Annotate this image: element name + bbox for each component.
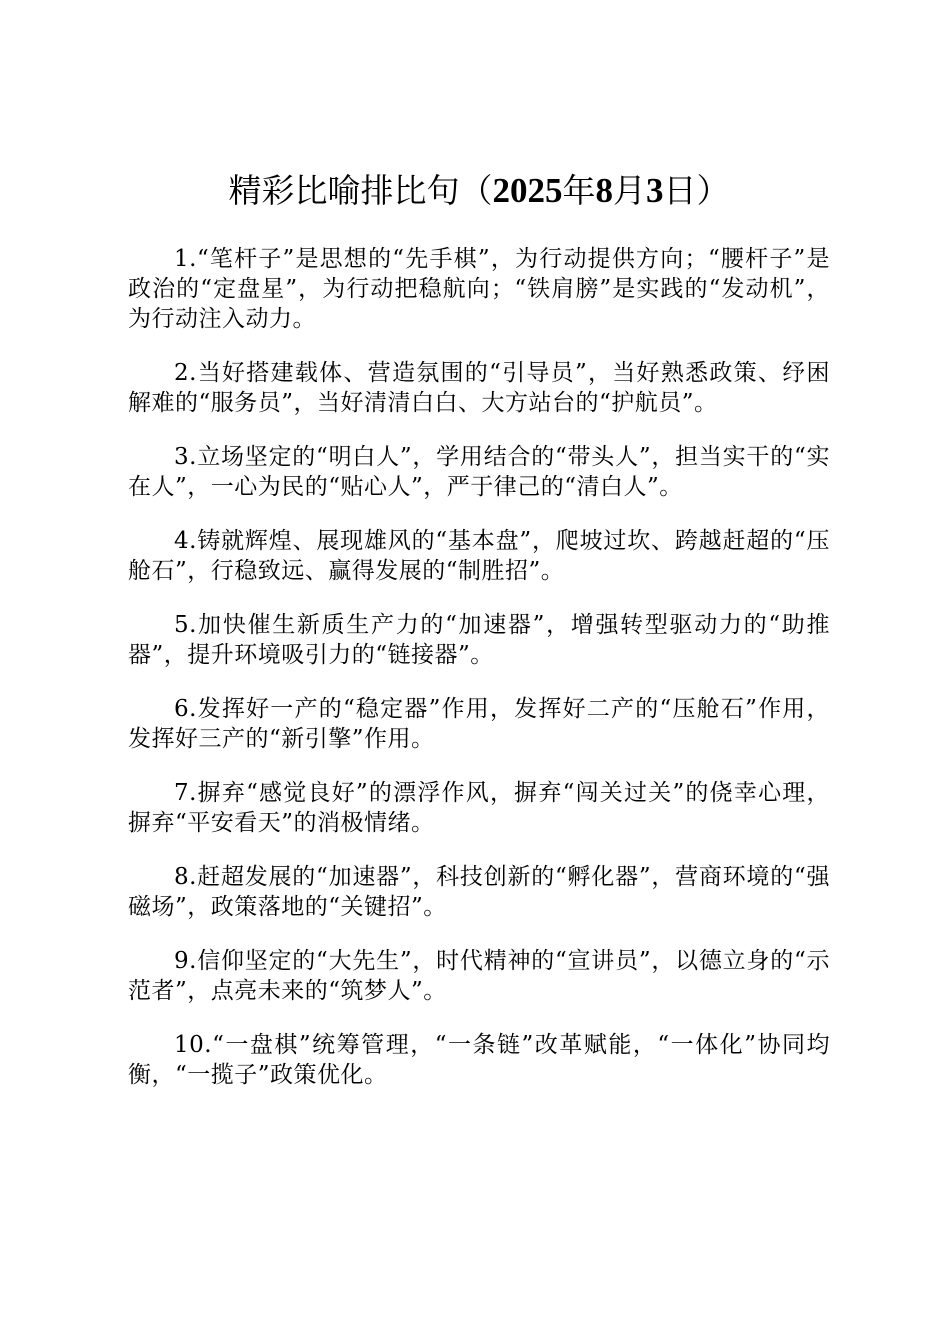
title-month-unit: 月 bbox=[613, 171, 646, 210]
document-title bbox=[128, 168, 830, 214]
title-year: 2025 bbox=[492, 171, 563, 210]
title-month: 8 bbox=[595, 171, 613, 210]
sentence-item-1: 1.“笔杆子”是思想的“先手棋”，为行动提供方向；“腰杆子”是政治的“定盘星”，为行动把稳航向；“铁肩膀”是实践的“发动机”，为行动注入动力。 bbox=[128, 246, 830, 332]
sentence-item-7: 7.摒弃“感觉良好”的漂浮作风，摒弃“闯关过关”的侥幸心理，摒弃“平安看天”的消极情绪。 bbox=[128, 780, 830, 836]
title-day-unit: 日） bbox=[663, 171, 730, 210]
sentence-item-2: 2.当好搭建载体、营造氛围的“引导员”，当好熟悉政策、纾困解难的“服务员”，当好清清白白、大方站台的“护航员”。 bbox=[128, 360, 830, 416]
title-prefix: 精彩比喻排比句（ bbox=[228, 171, 493, 210]
sentence-item-5: 5.加快催生新质生产力的“加速器”，增强转型驱动力的“助推器”，提升环境吸引力的“链接器”。 bbox=[128, 612, 830, 668]
sentence-item-6: 6.发挥好一产的“稳定器”作用，发挥好二产的“压舱石”作用，发挥好三产的“新引擎”作用。 bbox=[128, 696, 830, 752]
title-day: 3 bbox=[646, 171, 664, 210]
sentence-item-8: 8.赶超发展的“加速器”，科技创新的“孵化器”，营商环境的“强磁场”，政策落地的“关键招”。 bbox=[128, 864, 830, 920]
sentence-item-3: 3.立场坚定的“明白人”，学用结合的“带头人”，担当实干的“实在人”，一心为民的“贴心人”，严于律己的“清白人”。 bbox=[128, 444, 830, 500]
sentence-list bbox=[128, 244, 830, 1090]
sentence-item-10: 10.“一盘棋”统筹管理，“一条链”改革赋能，“一体化”协同均衡，“一揽子”政策优化。 bbox=[128, 1032, 830, 1088]
sentence-item-9: 9.信仰坚定的“大先生”，时代精神的“宣讲员”，以德立身的“示范者”，点亮未来的“筑梦人”。 bbox=[128, 948, 830, 1004]
sentence-item-4: 4.铸就辉煌、展现雄风的“基本盘”，爬坡过坎、跨越赶超的“压舱石”，行稳致远、赢得发展的“制胜招”。 bbox=[128, 528, 830, 584]
title-year-unit: 年 bbox=[562, 171, 596, 210]
